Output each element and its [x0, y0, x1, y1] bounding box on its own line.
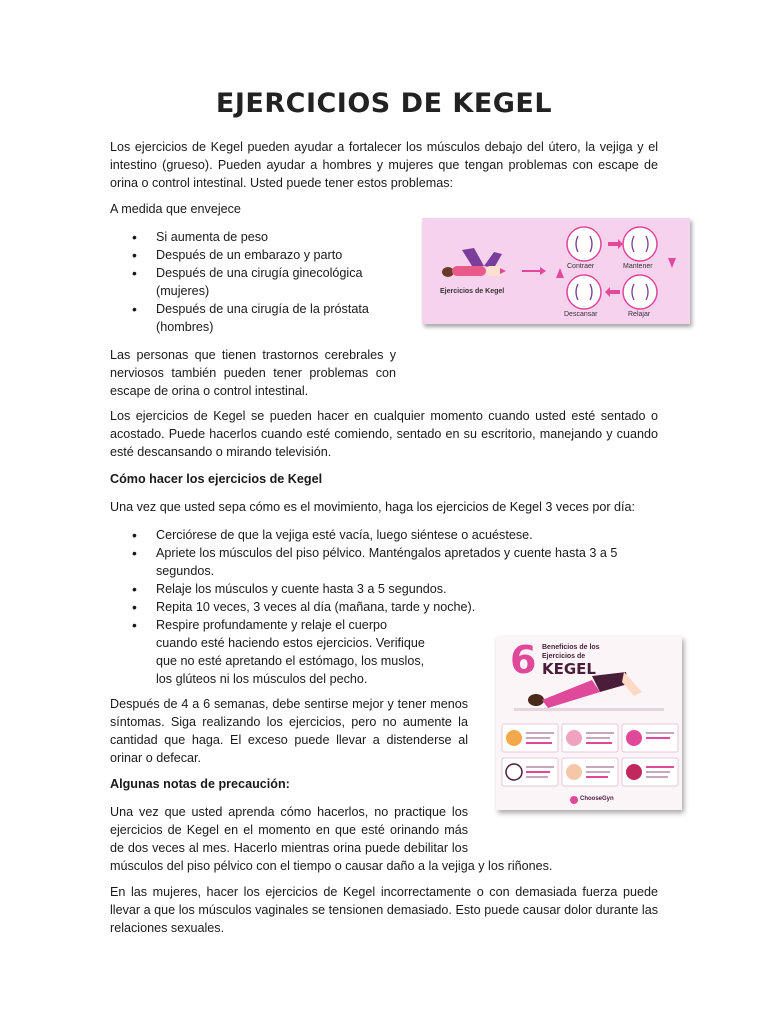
benefits-title-line2: Ejercicios de [542, 653, 586, 660]
howto-heading: Cómo hacer los ejercicios de Kegel [110, 472, 323, 486]
stage-label-relajar: Relajar [628, 311, 651, 318]
lying-woman-icon [442, 248, 506, 277]
list-item: • Después de una cirugía de la próstata (hombres) [110, 300, 390, 336]
list-item: • Respire profundamente y relaje el cuerpo cuando esté haciendo estos ejercicios. Verifique que no esté apretando el estómago, los muslos, los glúteos ni los músculos del pecho. [110, 616, 428, 688]
kegel-cycle-figure [422, 218, 690, 324]
list-item: • Cerciórese de que la vejiga esté vacía, luego siéntese o acuéstese. [110, 526, 644, 544]
list-item: • Relaje los músculos y cuente hasta 3 a 5 segundos. [110, 580, 644, 598]
stage-label-descansar: Descansar [564, 311, 598, 318]
stage-label-contraer: Contraer [567, 263, 595, 270]
risk-list [110, 228, 390, 336]
caution-heading: Algunas notas de precaución: [110, 777, 290, 791]
aging-label: A medida que envejece [110, 202, 241, 216]
list-item: • Después de una cirugía ginecológica (mujeres) [110, 264, 390, 300]
women-paragraph: En las mujeres, hacer los ejercicios de Kegel incorrectamente o con demasiada fuerza puede llevar a que los músculos vaginales se tensionen demasiado. Esto puede causar dolor durante las relaciones sexuales. [110, 885, 658, 935]
benefits-title-big: KEGEL [542, 660, 596, 678]
intro-paragraph: Los ejercicios de Kegel pueden ayudar a fortalecer los músculos debajo del útero, la vejiga y el intestino (grueso). Pueden ayudar a hombres y mujeres que tengan problemas con escape de orina o control intestinal. Usted puede tener estos problemas: [110, 140, 658, 190]
howto-intro: Una vez que usted sepa cómo es el movimiento, haga los ejercicios de Kegel 3 veces por día: [110, 500, 636, 514]
benefits-title-line1: Beneficios de los [542, 644, 600, 651]
neuro-paragraph: Las personas que tienen trastornos cerebrales y nerviosos también pueden tener problemas con escape de orina o control intestinal. [110, 348, 396, 398]
list-item: • Apriete los músculos del piso pélvico. Manténgalos apretados y cuente hasta 3 a 5 segundos. [110, 544, 644, 580]
caution-paragraph [110, 803, 658, 875]
page-title: EJERCICIOS DE KEGEL [215, 88, 553, 119]
list-item: • Después de un embarazo y parto [110, 246, 390, 264]
list-item: • Repita 10 veces, 3 veces al día (mañana, tarde y noche). [110, 598, 644, 616]
kegel-cycle-illustration [422, 218, 690, 324]
stage-label-mantener: Mantener [623, 263, 653, 270]
figure1-caption: Ejercicios de Kegel [440, 288, 505, 295]
list-item: • Si aumenta de peso [110, 228, 390, 246]
brand-logo: ChooseGyn [580, 796, 614, 802]
anytime-paragraph: Los ejercicios de Kegel se pueden hacer en cualquier momento cuando usted esté sentado o acostado. Puede hacerlos cuando esté comiendo, sentado en su escritorio, manejando y cuando esté descansando o mirando televisión. [110, 409, 658, 459]
caution-text: Una vez que usted aprenda cómo hacerlos, no practique los ejercicios de Kegel en el momento en que esté orinando más de dos veces al mes. Hacerlo mientras orina puede debilitar los músculos del piso pélvico con el tiempo o causar daño a la vejiga y los riñones. [110, 805, 553, 873]
benefits-number: 6 [510, 638, 537, 682]
after-paragraph: Después de 4 a 6 semanas, debe sentirse mejor y tener menos síntomas. Siga realizando los ejercicios, pero no aumente la cantidad que haga. El exceso puede llevar a distenderse al orinar o defecar. [110, 697, 468, 765]
